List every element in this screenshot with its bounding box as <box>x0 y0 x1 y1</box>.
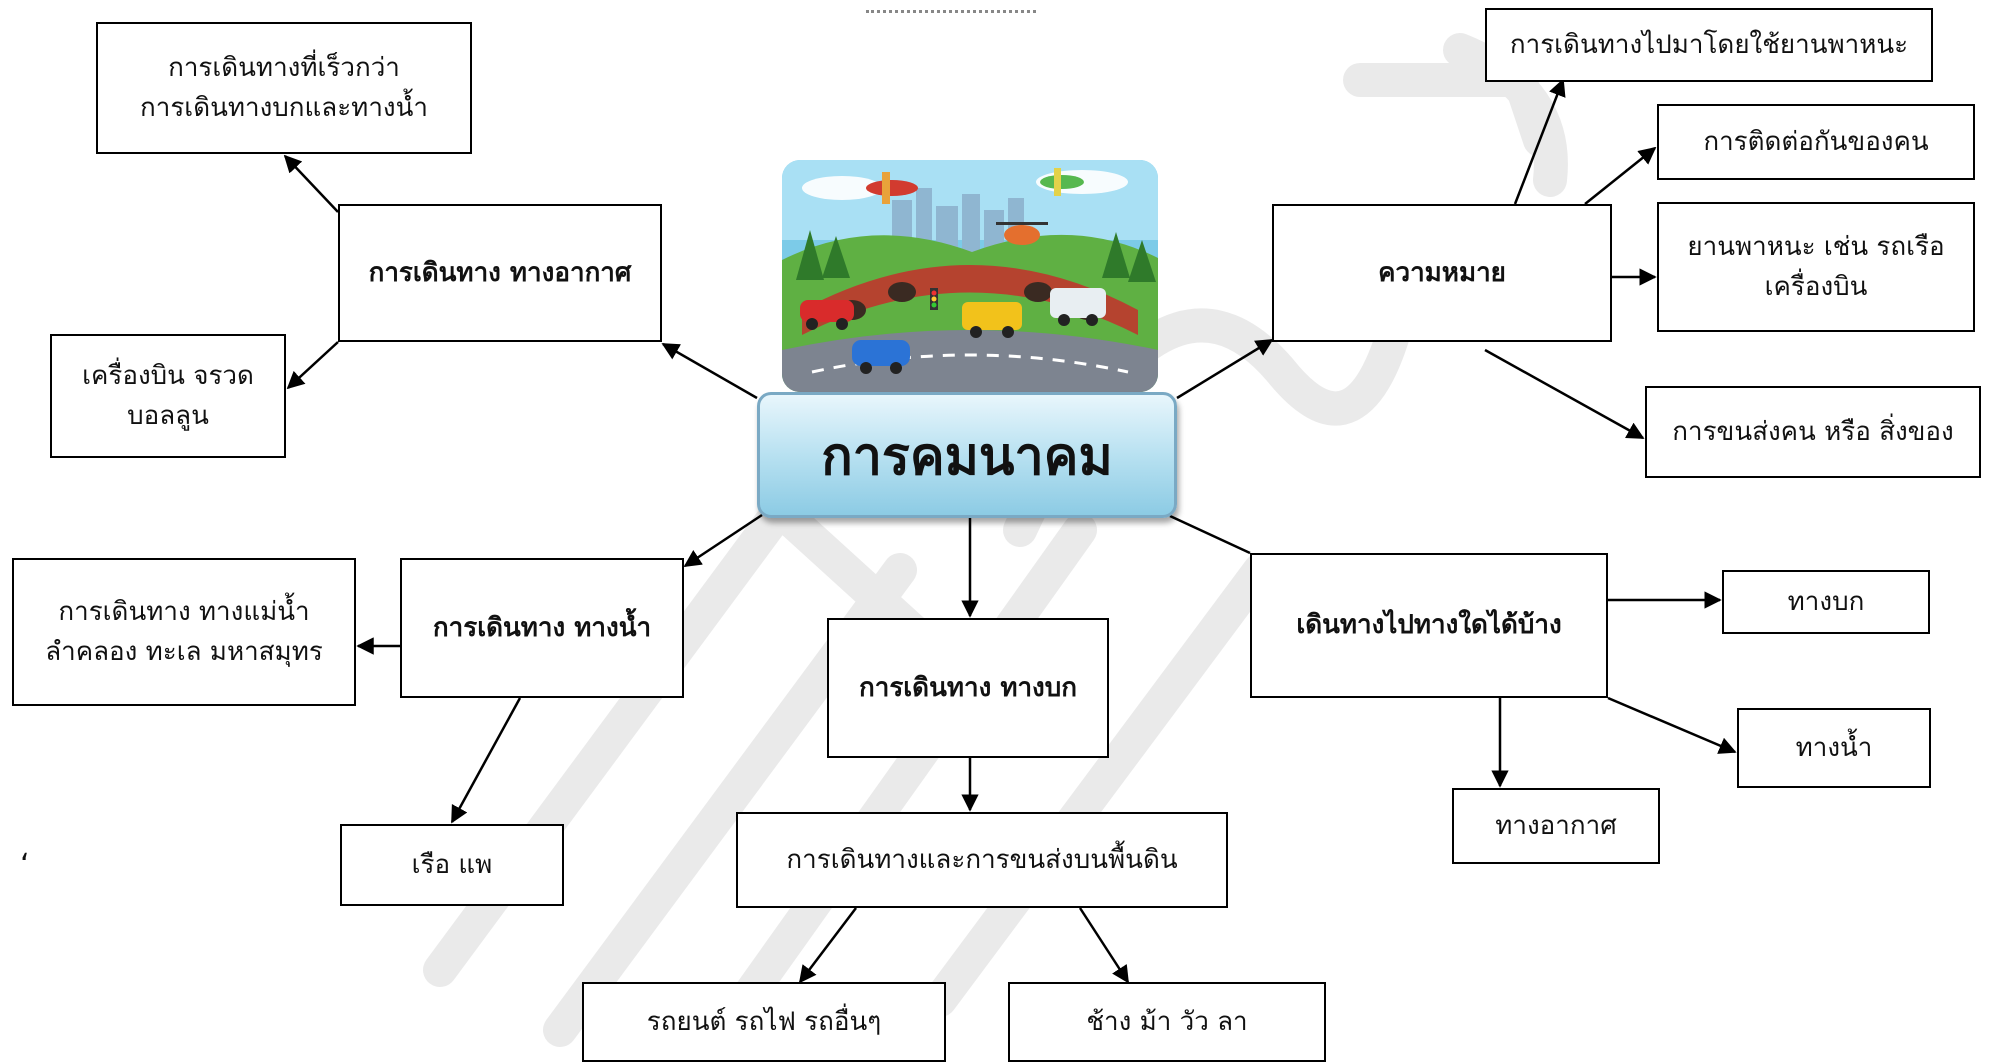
arrow-center-to-water <box>685 515 762 566</box>
branch-meaning-title: ความหมาย <box>1378 257 1506 288</box>
land-detail-text: การเดินทางและการขนส่งบนพื้นดิน <box>786 844 1178 875</box>
branch-land-title: การเดินทาง ทางบก <box>858 672 1078 703</box>
land-detail <box>736 812 1228 908</box>
center-topic <box>757 392 1177 518</box>
arrow-meaning-to-transport <box>1485 350 1643 438</box>
meaning-vehicles-line-1: ยานพาหนะ เช่น รถเรือ <box>1687 231 1945 262</box>
meaning-contact-text: การติดต่อกันของคน <box>1703 126 1929 157</box>
water-detail-line-1: การเดินทาง ทางแม่น้ำ <box>58 596 310 627</box>
branch-routes <box>1250 553 1608 698</box>
meaning-travel-text: การเดินทางไปมาโดยใช้ยานพาหนะ <box>1509 29 1909 60</box>
route-water-text: ทางน้ำ <box>1795 732 1873 763</box>
land-example-vehicles <box>582 982 946 1062</box>
air-examples-line-1: เครื่องบิน จรวด <box>82 360 254 391</box>
air-detail <box>96 22 472 154</box>
land-example-animals <box>1008 982 1326 1062</box>
arrow-center-to-air <box>663 344 757 398</box>
branch-routes-title: เดินทางไปทางใดได้บ้าง <box>1296 610 1562 641</box>
center-title: การคมนาคม <box>821 426 1113 487</box>
meaning-vehicles-line-2: เครื่องบิน <box>1764 272 1868 302</box>
route-air-text: ทางอากาศ <box>1495 810 1617 841</box>
air-detail-line-1: การเดินทางที่เร็วกว่า <box>168 52 400 83</box>
arrow-detail-to-animals <box>1080 908 1128 982</box>
route-water <box>1737 708 1931 788</box>
land-example-animals-text: ช้าง ม้า วัว ลา <box>1086 1006 1248 1037</box>
air-examples <box>50 334 286 458</box>
arrow-water-to-examples <box>452 698 520 822</box>
water-detail <box>12 558 356 706</box>
arrow-air-to-detail <box>285 156 338 212</box>
branch-meaning <box>1272 204 1612 342</box>
land-example-vehicles-text: รถยนต์ รถไฟ รถอื่นๆ <box>646 1006 882 1037</box>
arrow-meaning-to-travel <box>1515 80 1563 204</box>
branch-land <box>827 618 1109 758</box>
transport-illustration <box>782 160 1158 392</box>
meaning-contact <box>1657 104 1975 180</box>
branch-air <box>338 204 662 342</box>
route-air <box>1452 788 1660 864</box>
air-detail-line-2: การเดินทางบกและทางน้ำ <box>140 93 428 123</box>
stray-mark: ‘ <box>20 848 30 883</box>
arrow-meaning-to-contact <box>1585 148 1655 204</box>
arrow-center-to-meaning <box>1177 340 1272 398</box>
branch-water-title: การเดินทาง ทางน้ำ <box>432 612 652 643</box>
water-examples <box>340 824 564 906</box>
meaning-vehicles <box>1657 202 1975 332</box>
arrow-routes-to-water <box>1608 698 1735 752</box>
meaning-transport <box>1645 386 1981 478</box>
route-land <box>1722 570 1930 634</box>
connector-center-to-routes <box>1170 516 1250 553</box>
air-examples-line-2: บอลลูน <box>127 401 209 431</box>
meaning-travel <box>1485 8 1933 82</box>
route-land-text: ทางบก <box>1787 586 1865 617</box>
arrow-air-to-examples <box>288 342 338 388</box>
branch-water <box>400 558 684 698</box>
water-examples-text: เรือ แพ <box>411 849 493 880</box>
arrow-detail-to-vehicles <box>800 908 856 982</box>
meaning-transport-text: การขนส่งคน หรือ สิ่งของ <box>1672 416 1954 447</box>
branch-air-title: การเดินทาง ทางอากาศ <box>368 257 632 288</box>
water-detail-line-2: ลำคลอง ทะเล มหาสมุทร <box>45 637 323 667</box>
